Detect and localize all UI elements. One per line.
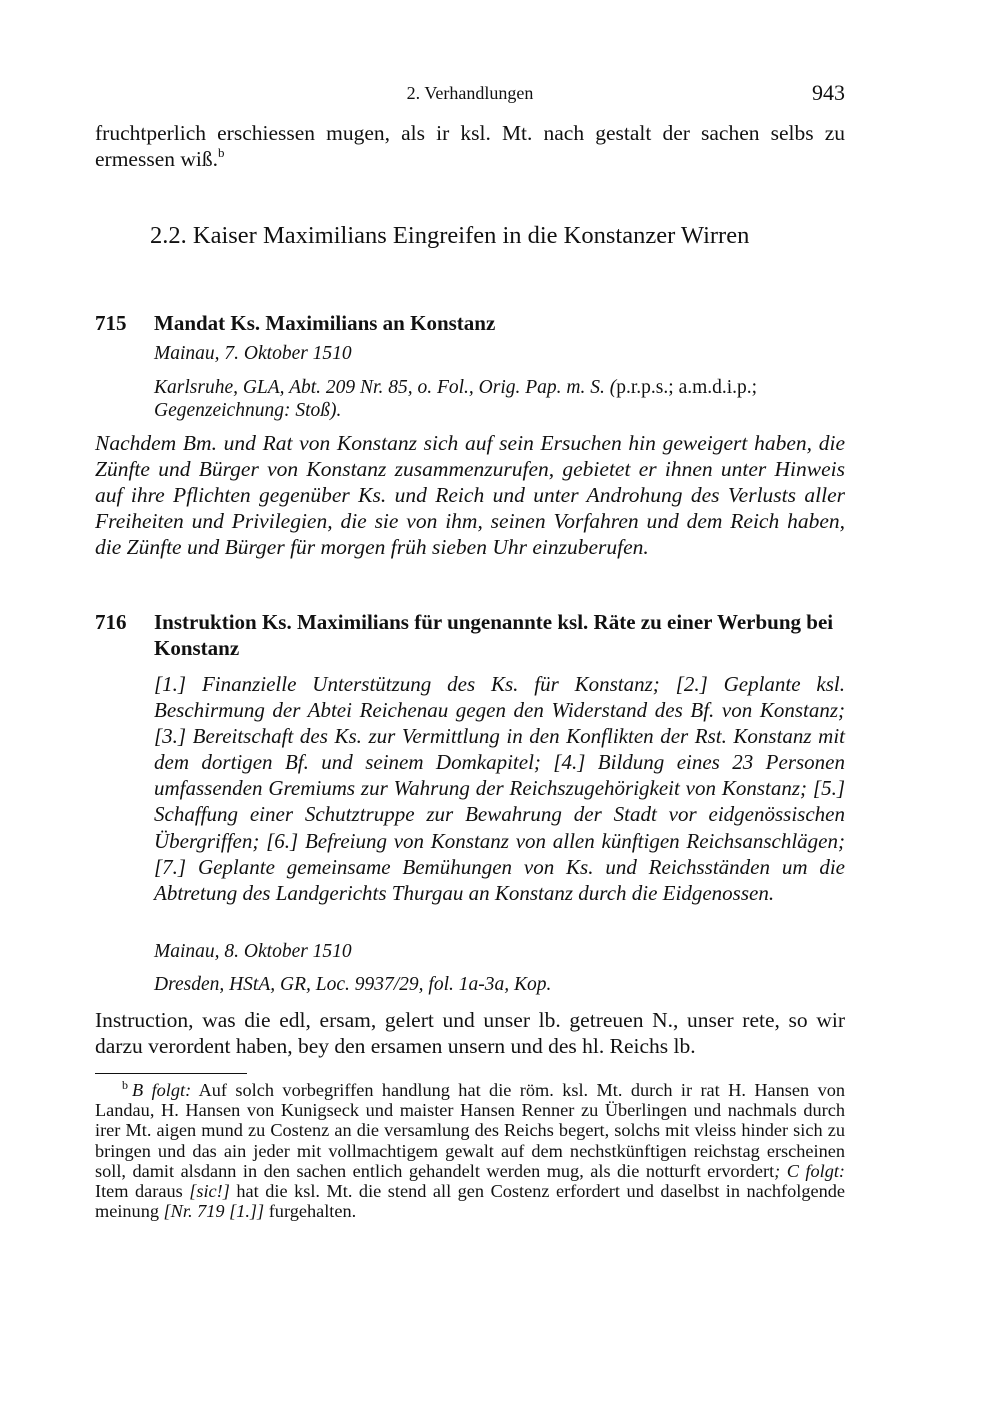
footnote-editorial-note: [sic!] — [189, 1181, 230, 1202]
entry-715-place-date: Mainau, 7. Oktober 1510 — [154, 343, 352, 364]
footnote-text: furgehalten. — [264, 1201, 357, 1222]
running-head — [95, 80, 845, 106]
entry-715-regest: Nachdem Bm. und Rat von Konstanz sich auf sein Ersuchen hin geweigert haben, die Zünfte und Bürger von Konstanz zusammenzurufen, gebietet er ihnen unter Hinweis auf ihre Pflichten gegenüber Ks. und Reich und unter Androhung des Verlusts aller Freiheiten und Privilegien, die sie von ihm, seinen Vorfahren und dem Reich haben, die Zünfte und Bürger für morgen früh sieben Uhr einzuberufen. — [95, 431, 845, 559]
continuation-text: fruchtperlich erschiessen mugen, als ir ksl. Mt. nach gestalt der sachen selbs zu ermessen wiß. — [95, 121, 845, 171]
footnote-text: hat die ksl. Mt. die stend all gen Costenz erfordert und daselbst in nachfolgende meinung — [95, 1181, 845, 1222]
footnote-text: Auf solch vorbegriffen handlung hat die röm. ksl. Mt. durch ir rat H. Hansen von Landau, H. Hansen von Kunigseck und maister Hansen Renner zu Überlingen und nachmals durch irer Mt. aigen mund zu Costenz an die versamlung des Reichs begert, solchs mit vleiss hinder sich zu bringen und das ain jeder mit vollmachtigem gewalt auf dem nechstkünftigen reichstag erscheinen soll, damit alsdann in den sachen entlich gehandelt werden mug, als die notturft ervordert — [95, 1080, 845, 1181]
entry-716-summary: [1.] Finanzielle Unterstützung des Ks. für Konstanz; [2.] Geplante ksl. Beschirmung der Abtei Reichenau gegen den Widerstand des Bf. von Konstanz; [3.] Bereitschaft des Ks. zur Vermittlung in den Konflikten der Rst. Konstanz mit dem dortigen Bf. und seinem Domkapitel; [4.] Bildung eines 23 Personen umfassenden Gremiums zur Wahrung der Reichszugehörigkeit von Konstanz; [5.] Schaffung einer Schutztruppe zur Bewahrung der Stadt vor eidgenössischen Übergriffen; [6.] Befreiung von Konstanz von allen künftigen Reichsanschlägen; [7.] Geplante gemeinsame Bemühungen von Ks. und Reichsständen um die Abtretung des Landgerichts Thurgau an Konstanz durch die Eidgenossen. — [154, 672, 845, 905]
entry-number: 716 — [95, 610, 127, 634]
entry-715-source — [154, 376, 845, 422]
source-abbrev: p.r.p.s.; — [616, 377, 674, 398]
footnote-text: Item daraus — [95, 1181, 190, 1202]
footnote-cross-reference[interactable]: [Nr. 719 [1.]] — [163, 1201, 265, 1222]
footnote-reference[interactable]: b — [218, 145, 225, 160]
entry-715-heading — [95, 310, 845, 336]
footnote-siglum: B folgt: — [132, 1080, 192, 1100]
section-heading: 2.2. Kaiser Maximilians Eingreifen in die Konstanzer Wirren — [150, 222, 750, 249]
entry-716-source: Dresden, HStA, GR, Loc. 9937/29, fol. 1a-3a, Kop. — [154, 974, 552, 995]
source-text: Gegenzeichnung: Stoß). — [154, 400, 342, 421]
entry-716-heading — [95, 609, 845, 661]
page-number: 943 — [812, 80, 845, 105]
entry-716-place-date: Mainau, 8. Oktober 1510 — [154, 941, 352, 962]
running-title: 2. Verhandlungen — [406, 83, 534, 103]
entry-number: 715 — [95, 311, 127, 335]
entry-title: Instruktion Ks. Maximilians für ungenannte ksl. Räte zu einer Werbung bei Konstanz — [154, 610, 834, 660]
source-abbrev: a.m.d.i.p.; — [678, 377, 758, 398]
continuation-paragraph — [95, 120, 845, 172]
footnote-rule — [95, 1073, 247, 1074]
footnote-b — [95, 1080, 845, 1221]
entry-716-text: Instruction, was die edl, ersam, gelert und unser lb. getreuen N., unser rete, so wir darzu verordent haben, bey den ersamen unsern und des hl. Reichs lb. — [95, 1008, 845, 1058]
source-text: Karlsruhe, GLA, Abt. 209 Nr. 85, o. Fol., Orig. Pap. m. S. ( — [154, 377, 617, 398]
footnote-mark: b — [122, 1078, 128, 1092]
footnote-siglum: ; C folgt: — [774, 1160, 845, 1181]
entry-title: Mandat Ks. Maximilians an Konstanz — [154, 311, 496, 335]
